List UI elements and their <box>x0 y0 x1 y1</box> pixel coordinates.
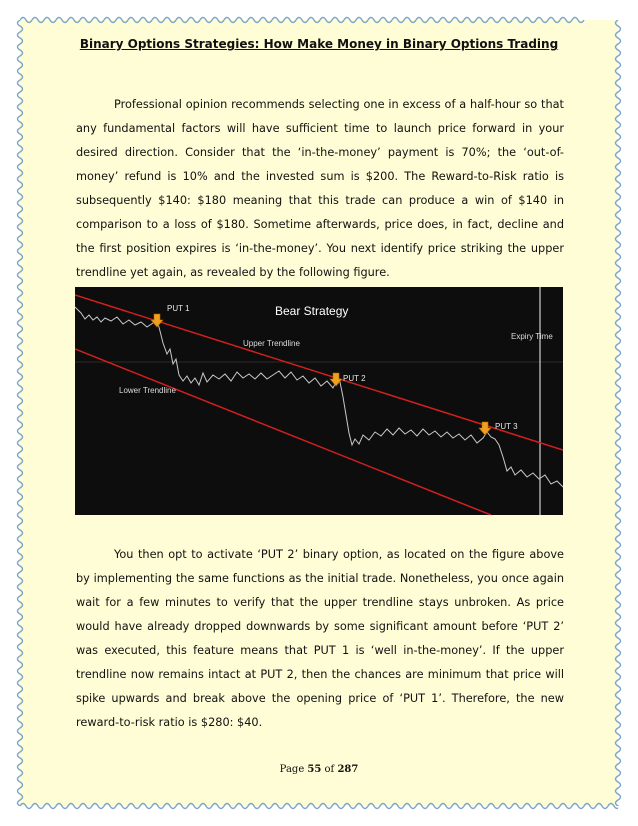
lower-trendline-label: Lower Trendline <box>119 386 176 395</box>
decorative-border-right <box>612 20 624 806</box>
put-3-label: PUT 3 <box>495 422 518 431</box>
document-title: Binary Options Strategies: How Make Money in Binary Options Trading <box>79 37 559 51</box>
footer-middle: of <box>321 764 338 775</box>
bear-strategy-figure <box>75 287 563 515</box>
figure-title: Bear Strategy <box>275 304 349 318</box>
footer-prefix: Page <box>279 764 308 775</box>
decorative-border-left <box>14 20 26 806</box>
page-footer <box>0 764 638 775</box>
footer-page-number: 55 <box>307 764 322 775</box>
put-2-label: PUT 2 <box>343 374 366 383</box>
decorative-border-top <box>20 14 618 26</box>
footer-page-total: 287 <box>337 764 359 775</box>
put-1-label: PUT 1 <box>167 304 190 313</box>
expiry-time-label: Expiry Time <box>511 332 553 341</box>
decorative-border-bottom <box>20 800 618 812</box>
upper-trendline-label: Upper Trendline <box>243 339 300 348</box>
paragraph-intro: Professional opinion recommends selecting one in excess of a half-hour so that any fundamental factors will have sufficient time to launch price forward in your desired direction. Consider that the ‘in-the-money’ payment is 70%; the ‘out-of-money’ refund is 10% and the invested sum is $200. The Reward-to-Risk ratio is subsequently $140: $180 meaning that this trade can produce a win of $140 in comparison to a loss of $180. Sometime afterwards, price does, in fact, decline and the first position expires is ‘in-the-money’. You next identify price striking the upper trendline yet again, as revealed by the following figure. <box>76 98 564 279</box>
paragraph-put-2: You then opt to activate ‘PUT 2’ binary option, as located on the figure above by implementing the same functions as the initial trade. Nonetheless, you once again wait for a few minutes to verify that the upper trendline stays unbroken. As price would have already dropped downwards by some significant amount before ‘PUT 2’ was executed, this feature means that PUT 1 is ‘well in-the-money’. If the upper trendline now remains intact at PUT 2, then the chances are minimum that price will spike upwards and break above the opening price of ‘PUT 1’. Therefore, the new reward-to-risk ratio is $280: $40. <box>76 548 564 729</box>
